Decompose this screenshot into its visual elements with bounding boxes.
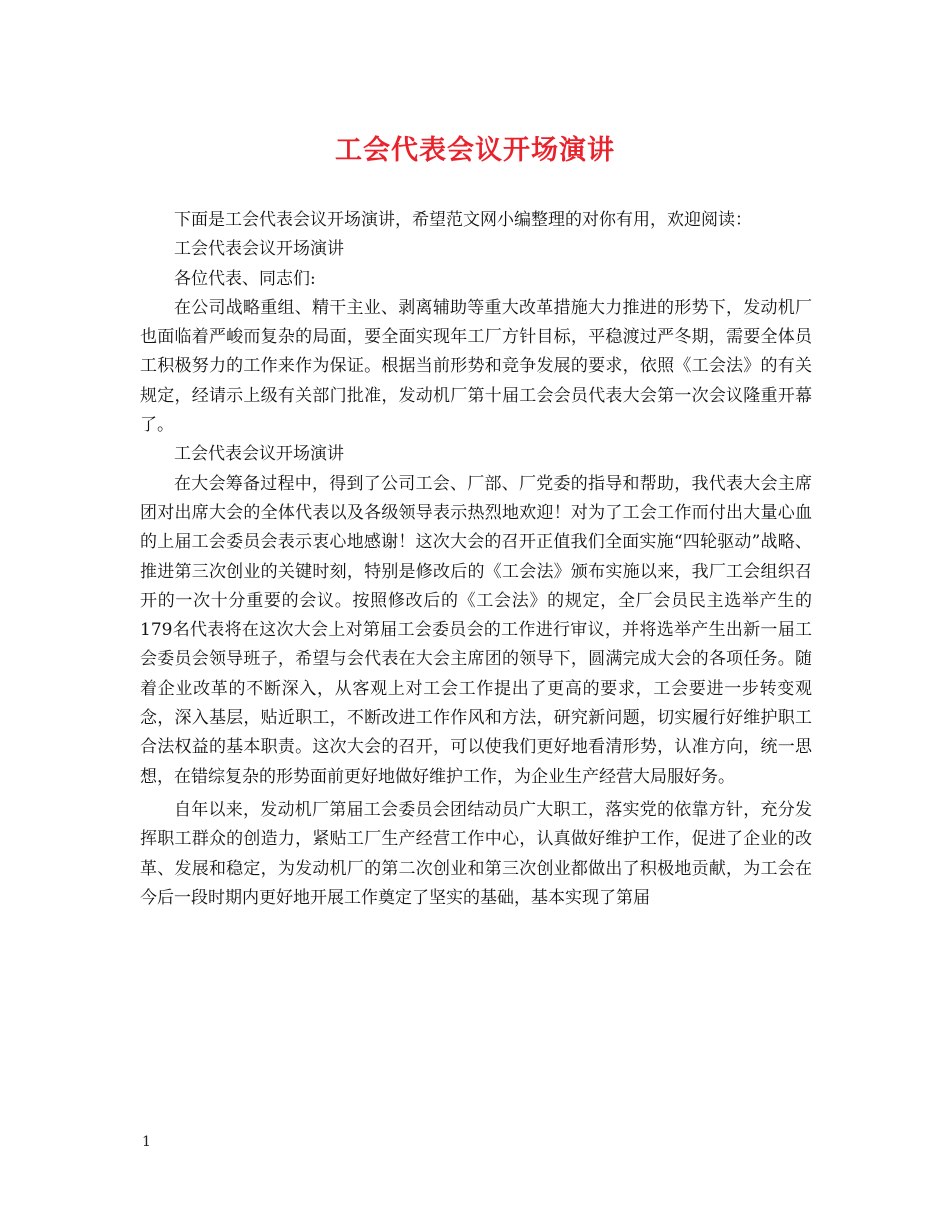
body-paragraph: 在大会筹备过程中，得到了公司工会、厂部、厂党委的指导和帮助，我代表大会主席团对出席大会的全体代表以及各级领导表示热烈地欢迎！对为了工会工作而付出大量心血的上届工会委员会表示衷心地感谢！这次大会的召开正值我们全面实施“四轮驱动”战略、推进第三次创业的关键时刻，特别是修改后的《工会法》颁布实施以来，我厂工会组织召开的一次十分重要的会议。按照修改后的《工会法》的规定，全厂会员民主选举产生的179名代表将在这次大会上对第届工会委员会的工作进行审议，并将选举产生出新一届工会委员会领导班子，希望与会代表在大会主席团的领导下，圆满完成大会的各项任务。随着企业改革的不断深入，从客观上对工会工作提出了更高的要求，工会要进一步转变观念，深入基层，贴近职工，不断改进工作作风和方法，研究新问题，切实履行好维护职工合法权益的基本职责。这次大会的召开，可以使我们更好地看清形势，认准方向，统一思想，在错综复杂的形势面前更好地做好维护工作，为企业生产经营大局服好务。 [140,473,812,787]
greeting-paragraph: 各位代表、同志们: [174,268,316,289]
body-paragraph: 自年以来，发动机厂第届工会委员会团结动员广大职工，落实党的依靠方针，充分发挥职工群众的创造力，紧贴工厂生产经营工作中心，认真做好维护工作，促进了企业的改革、发展和稳定，为发动机厂的第二次创业和第三次创业都做出了积极地贡献，为工会在今后一段时期内更好地开展工作奠定了坚实的基础，基本实现了第届 [140,799,812,908]
subtitle-paragraph: 工会代表会议开场演讲 [174,444,344,465]
intro-paragraph: 下面是工会代表会议开场演讲，希望范文网小编整理的对你有用，欢迎阅读： [174,210,752,230]
document-title: 工会代表会议开场演讲 [335,135,615,166]
page-number: 1 [142,1134,151,1150]
document-body [140,206,812,913]
subtitle-paragraph: 工会代表会议开场演讲 [174,239,344,260]
body-paragraph: 在公司战略重组、精干主业、剥离辅助等重大改革措施大力推进的形势下，发动机厂也面临着严峻而复杂的局面，要全面实现年工厂方针目标，平稳渡过严冬期，需要全体员工积极努力的工作来作为保证。根据当前形势和竞争发展的要求，依照《工会法》的有关规定，经请示上级有关部门批准，发动机厂第十届工会会员代表大会第一次会议隆重开幕了。 [140,297,812,436]
